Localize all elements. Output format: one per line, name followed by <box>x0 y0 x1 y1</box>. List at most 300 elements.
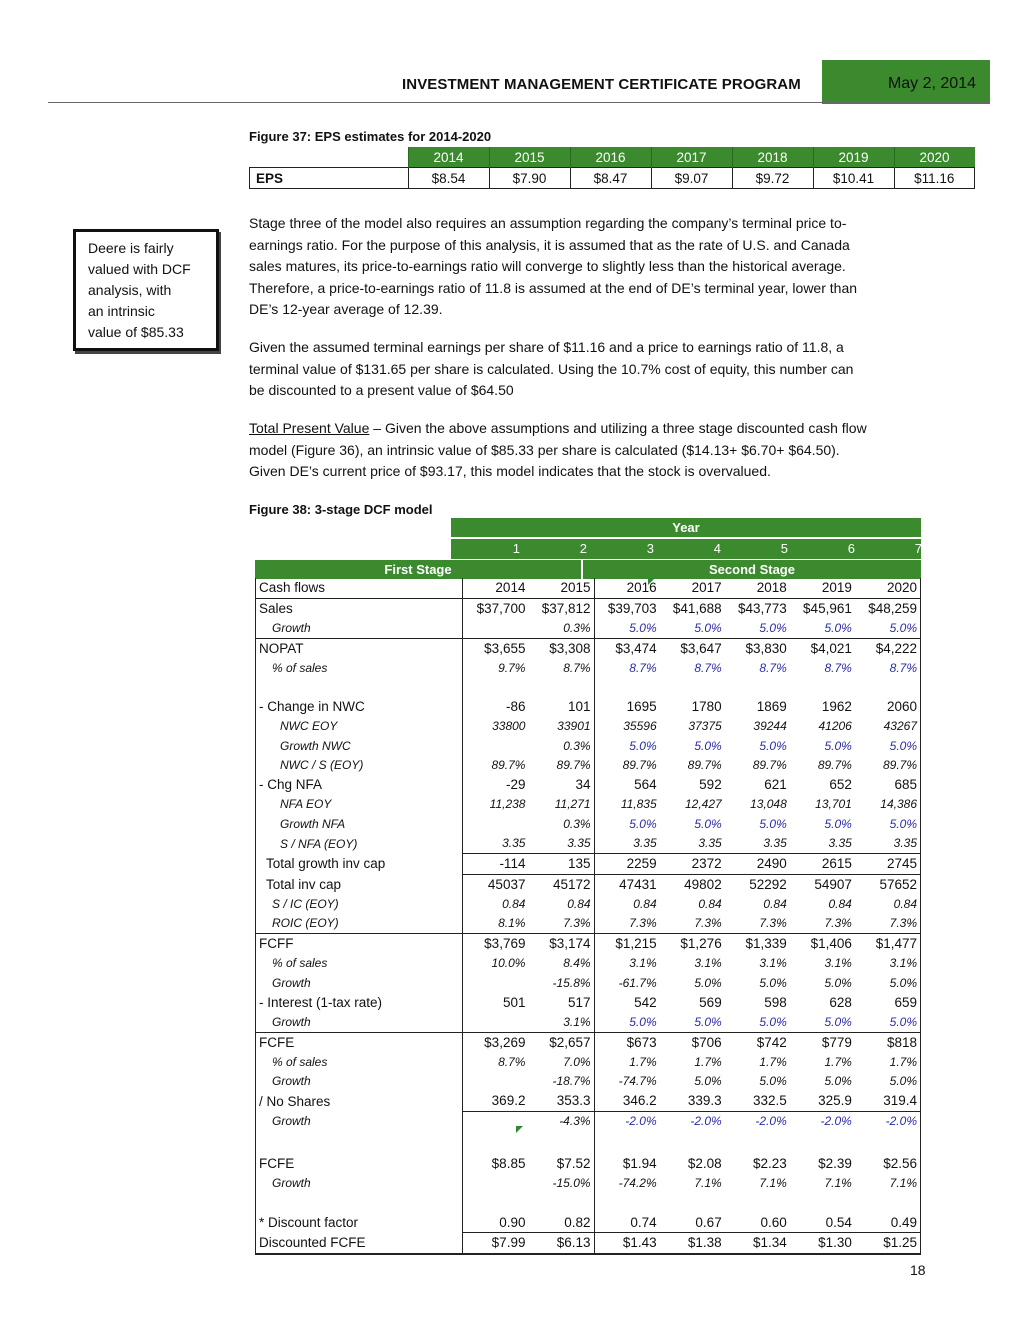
dcf-row-label: S / NFA (EOY) <box>280 836 358 851</box>
dcf-cell: 2259 <box>594 854 660 875</box>
dcf-cell: 8.7% <box>694 660 722 675</box>
dcf-cell: 8.7% <box>889 660 917 675</box>
dcf-cell: $3,830 <box>725 638 790 658</box>
dcf-cell: 8.1% <box>463 914 529 934</box>
dcf-cell: $2.39 <box>818 1156 852 1172</box>
dcf-cell: 3.1% <box>759 956 787 971</box>
dcf-cell: 13,048 <box>750 797 787 812</box>
dcf-cell: $7.99 <box>463 1233 529 1254</box>
dcf-cell: 7.3% <box>694 916 722 931</box>
dcf-cell: 542 <box>594 993 660 1013</box>
dcf-cell: 1780 <box>691 699 722 715</box>
dcf-cell: 1962 <box>821 699 852 715</box>
dcf-cell: $1,406 <box>790 934 855 954</box>
dcf-cell: 7.1% <box>824 1176 852 1191</box>
dcf-cell: 35596 <box>594 717 660 737</box>
total-present-value-link: Total Present Value <box>249 420 370 436</box>
dcf-cell: -18.7% <box>552 1074 591 1089</box>
dcf-cell <box>660 1193 725 1213</box>
dcf-cell: 89.7% <box>594 756 660 776</box>
dcf-cell: 628 <box>829 994 852 1010</box>
dcf-cell: $1.30 <box>818 1235 852 1251</box>
dcf-cell: 135 <box>528 854 594 875</box>
dcf-row <box>256 894 921 914</box>
year-number: 6 <box>847 541 855 556</box>
dcf-cell: 7.3% <box>563 916 591 931</box>
dcf-cell: 5.0% <box>759 620 787 635</box>
eps-value-row <box>250 168 975 189</box>
dcf-cell <box>660 678 725 698</box>
dcf-cell: 89.7% <box>752 758 787 773</box>
dcf-row <box>256 638 921 658</box>
dcf-row <box>256 756 921 776</box>
dcf-cell: 0.84 <box>463 894 529 914</box>
dcf-cell: 14,386 <box>880 797 917 812</box>
dcf-cell <box>463 736 529 756</box>
dcf-cell: 592 <box>699 777 722 793</box>
dcf-cell: 5.0% <box>824 1074 852 1089</box>
eps-value-cell: $9.07 <box>651 168 732 189</box>
header-title: INVESTMENT MANAGEMENT CERTIFICATE PROGRAM <box>402 76 801 93</box>
dcf-row-label: Total inv cap <box>266 876 342 892</box>
dcf-cell: $673 <box>594 1032 660 1052</box>
dcf-cell: $3,647 <box>660 638 725 658</box>
dcf-cell: $1.43 <box>594 1233 660 1254</box>
dcf-cell: 2490 <box>725 854 790 875</box>
dcf-cell: 33800 <box>463 717 529 737</box>
dcf-row-label: / No Shares <box>259 1093 331 1109</box>
dcf-cell: 5.0% <box>889 1014 917 1029</box>
dcf-cell: 659 <box>894 994 917 1010</box>
dcf-cell: 8.7% <box>563 660 591 675</box>
dcf-cell: 5.0% <box>889 738 917 753</box>
dcf-cell: -29 <box>463 775 529 795</box>
dcf-cell: 325.9 <box>790 1091 855 1111</box>
dcf-cell: $1.38 <box>687 1235 722 1251</box>
year-number-row <box>451 539 921 559</box>
dcf-cell: 0.84 <box>828 896 852 911</box>
dcf-row <box>256 736 921 756</box>
dcf-cell: -114 <box>463 854 529 875</box>
dcf-cell: 564 <box>594 775 660 795</box>
dcf-cell: 5.0% <box>759 1074 787 1089</box>
dcf-cell: 33901 <box>557 719 591 734</box>
dcf-cell <box>463 1012 529 1032</box>
dcf-cell: 5.0% <box>594 618 660 638</box>
dcf-cell: 8.7% <box>824 660 852 675</box>
dcf-cell: $4,021 <box>790 638 855 658</box>
dcf-cell: $1,215 <box>594 934 660 954</box>
dcf-cell <box>463 973 529 993</box>
dcf-cell: $3,769 <box>463 934 529 954</box>
dcf-cell: $1.34 <box>752 1235 787 1251</box>
dcf-cell: $2,657 <box>528 1032 594 1052</box>
dcf-cell: $37,700 <box>463 598 529 618</box>
dcf-row <box>256 834 921 854</box>
dcf-cell: 0.90 <box>463 1213 529 1233</box>
dcf-row-label: Growth <box>272 620 311 635</box>
dcf-row <box>256 954 921 974</box>
dcf-row-label: - Change in NWC <box>259 699 365 715</box>
dcf-row-label <box>256 1131 463 1154</box>
dcf-cell <box>463 1131 529 1154</box>
dcf-row <box>256 697 921 717</box>
dcf-cell: 12,427 <box>685 797 722 812</box>
dcf-cell: 37375 <box>688 719 722 734</box>
dcf-row <box>256 598 921 618</box>
header-date-box <box>822 60 990 104</box>
dcf-row <box>256 1091 921 1111</box>
dcf-cell <box>790 1193 855 1213</box>
dcf-row <box>256 993 921 1013</box>
dcf-cell <box>725 1131 790 1154</box>
dcf-cell <box>855 1131 921 1154</box>
eps-value-cell: $8.47 <box>570 168 651 189</box>
dcf-cell: 353.3 <box>528 1091 594 1111</box>
dcf-cell: 5.0% <box>694 1074 722 1089</box>
dcf-row <box>256 1012 921 1032</box>
dcf-cell: 0.60 <box>725 1213 790 1233</box>
dcf-cell: 101 <box>568 699 591 715</box>
dcf-row <box>256 1174 921 1194</box>
dcf-row <box>256 717 921 737</box>
dcf-cell: 0.67 <box>660 1213 725 1233</box>
eps-year-cell: 2014 <box>408 147 489 168</box>
dcf-cell: 0.82 <box>528 1213 594 1233</box>
dcf-cell <box>725 1193 790 1213</box>
dcf-cell: 569 <box>699 994 722 1010</box>
dcf-cell: -2.0% <box>755 1114 787 1129</box>
dcf-cell: -86 <box>463 697 529 717</box>
dcf-table <box>255 578 921 1255</box>
dcf-cell: 89.7% <box>463 756 529 776</box>
dcf-cell: 3.35 <box>463 834 529 854</box>
dcf-cell: 49802 <box>684 876 722 892</box>
dcf-cell: 3.1% <box>563 1014 591 1029</box>
year-number: 5 <box>780 541 788 556</box>
dcf-cell: $1,276 <box>660 934 725 954</box>
dcf-cell: 0.74 <box>594 1213 660 1233</box>
dcf-cell: $3,269 <box>463 1032 529 1052</box>
dcf-cell: $818 <box>855 1032 921 1052</box>
year-number: 3 <box>646 541 654 556</box>
dcf-row-label <box>256 678 463 698</box>
dcf-cell: 43267 <box>883 719 917 734</box>
dcf-cell: 5.0% <box>889 975 917 990</box>
dcf-cell: 47431 <box>594 874 660 894</box>
dcf-cell: $3,308 <box>528 638 594 658</box>
dcf-row-label: Growth <box>272 1074 311 1089</box>
dcf-cell: 89.7% <box>882 758 917 773</box>
eps-value-cell: $9.72 <box>732 168 813 189</box>
dcf-row <box>256 1233 921 1254</box>
dcf-cell: $37,812 <box>541 600 591 616</box>
dcf-cell: 2015 <box>528 578 594 598</box>
comment-marker <box>516 1126 523 1133</box>
callout-text: Deere is fairly valued with DCF analysis, with an intrinsic value of $85.33 <box>88 240 191 340</box>
comment-marker <box>648 578 655 585</box>
dcf-cell: 2017 <box>660 578 725 598</box>
dcf-cell: 10.0% <box>463 954 529 974</box>
dcf-cell: 2018 <box>725 578 790 598</box>
dcf-cell: 621 <box>764 777 787 793</box>
dcf-row <box>256 795 921 815</box>
dcf-cell: 2014 <box>463 578 529 598</box>
dcf-cell <box>660 1131 725 1154</box>
dcf-cell: 2020 <box>855 578 921 598</box>
dcf-cell: -74.2% <box>594 1174 660 1194</box>
dcf-cell: 7.3% <box>824 916 852 931</box>
callout-box <box>73 229 219 351</box>
dcf-row-label: Growth <box>272 1176 311 1191</box>
dcf-row <box>256 814 921 834</box>
eps-year-cell: 2018 <box>732 147 813 168</box>
dcf-cell: 3.35 <box>790 834 855 854</box>
dcf-cell: 5.0% <box>694 975 722 990</box>
dcf-row-label: Total growth inv cap <box>266 856 386 872</box>
dcf-cell: 9.7% <box>463 658 529 678</box>
dcf-cell: 8.7% <box>759 660 787 675</box>
dcf-cell: 2615 <box>790 854 855 875</box>
dcf-cell: $48,259 <box>868 600 917 616</box>
dcf-row <box>256 775 921 795</box>
dcf-cell: -74.7% <box>594 1072 660 1092</box>
figure-37-title: Figure 37: EPS estimates for 2014-2020 <box>249 129 492 144</box>
dcf-row-label: % of sales <box>272 1054 328 1069</box>
eps-value-cell: $10.41 <box>813 168 894 189</box>
dcf-cell: 5.0% <box>824 816 852 831</box>
dcf-row <box>256 658 921 678</box>
dcf-cell: 0.84 <box>567 896 591 911</box>
eps-value-cell: $8.54 <box>408 168 489 189</box>
dcf-cell: 11,238 <box>463 795 529 815</box>
dcf-cell: -15.8% <box>552 975 591 990</box>
dcf-cell: $6.13 <box>556 1235 591 1251</box>
dcf-cell: -61.7% <box>594 973 660 993</box>
dcf-cell: $742 <box>725 1032 790 1052</box>
dcf-cell: $45,961 <box>803 600 852 616</box>
dcf-cell: 685 <box>894 777 917 793</box>
figure-38-title: Figure 38: 3-stage DCF model <box>249 502 433 517</box>
dcf-cell: 52292 <box>749 876 787 892</box>
dcf-cell: $779 <box>790 1032 855 1052</box>
dcf-cell <box>528 1131 594 1154</box>
dcf-row-label: NOPAT <box>256 638 463 658</box>
dcf-row-label: - Chg NFA <box>259 777 323 793</box>
dcf-cell: 0.84 <box>763 896 787 911</box>
dcf-row-label: Growth NWC <box>280 738 351 753</box>
eps-year-cell: 2020 <box>894 147 975 168</box>
dcf-cell: 7.3% <box>889 916 917 931</box>
dcf-cell: 7.1% <box>759 1176 787 1191</box>
dcf-cell: $8.85 <box>463 1154 529 1174</box>
eps-year-cell: 2015 <box>489 147 570 168</box>
dcf-cell: 1.7% <box>759 1054 787 1069</box>
dcf-cell: $1.94 <box>594 1154 660 1174</box>
dcf-cell: 0.3% <box>563 738 591 753</box>
dcf-cell: 41206 <box>818 719 852 734</box>
dcf-cell: 0.54 <box>790 1213 855 1233</box>
dcf-cell: $39,703 <box>594 598 660 618</box>
dcf-cell: $4,222 <box>855 638 921 658</box>
dcf-cell: 3.35 <box>528 834 594 854</box>
dcf-cell: $1.25 <box>883 1235 917 1251</box>
dcf-row <box>256 1193 921 1213</box>
dcf-row <box>256 618 921 638</box>
dcf-cell: 5.0% <box>824 1014 852 1029</box>
second-stage-label: Second Stage <box>583 560 921 579</box>
dcf-row <box>256 1052 921 1072</box>
year-number: 4 <box>713 541 721 556</box>
dcf-cell: 5.0% <box>889 816 917 831</box>
dcf-cell: $2.56 <box>883 1156 917 1172</box>
dcf-cell: 5.0% <box>824 620 852 635</box>
dcf-cell: 2745 <box>855 854 921 875</box>
dcf-cell <box>594 1131 660 1154</box>
year-number: 2 <box>579 541 587 556</box>
dcf-cell: 7.3% <box>759 916 787 931</box>
dcf-cell: 5.0% <box>759 738 787 753</box>
dcf-cell: 8.4% <box>563 956 591 971</box>
dcf-cell: 7.3% <box>594 914 660 934</box>
dcf-cell: -2.0% <box>820 1114 852 1129</box>
dcf-cell: 5.0% <box>694 816 722 831</box>
paragraph-stage-three: Stage three of the model also requires an assumption regarding the company’s terminal price to- earnings ratio. For the purpose of this analysis, it is assumed that as the rate of U.S. and Canada sales matures, its price-to-earnings ratio will converge to slightly less than the historical average. Therefore, a price-to-earnings ratio of 11.8 is assumed at the end of DE’s terminal year, lower than DE’s 12-year average of 12.39. <box>249 215 858 317</box>
dcf-cell: 54907 <box>814 876 852 892</box>
dcf-cell: -4.3% <box>559 1114 591 1129</box>
dcf-cell <box>463 618 529 638</box>
dcf-row <box>256 1072 921 1092</box>
dcf-row-label: % of sales <box>272 956 328 971</box>
dcf-cell: 0.84 <box>893 896 917 911</box>
dcf-cell: 3.35 <box>660 834 725 854</box>
eps-value-cell: $11.16 <box>894 168 975 189</box>
dcf-row-label: * Discount factor <box>259 1215 359 1230</box>
dcf-cell <box>528 678 594 698</box>
dcf-cell: 34 <box>575 777 591 793</box>
year-number: 7 <box>914 541 922 556</box>
dcf-cell: $7.52 <box>556 1156 591 1172</box>
dcf-cell: -2.0% <box>594 1111 660 1131</box>
dcf-cell <box>463 814 529 834</box>
dcf-cell <box>855 1193 921 1213</box>
dcf-cell: 3.35 <box>594 834 660 854</box>
header-rule <box>48 102 990 103</box>
dcf-cell: 0.49 <box>855 1213 921 1233</box>
dcf-cell: $2.23 <box>752 1156 787 1172</box>
dcf-row-label: NWC EOY <box>280 719 338 734</box>
dcf-row-label: % of sales <box>272 660 328 675</box>
dcf-cell: 1.7% <box>824 1054 852 1069</box>
dcf-cell <box>594 678 660 698</box>
dcf-row-label: Growth NFA <box>280 816 346 831</box>
dcf-cell <box>463 1193 529 1213</box>
header-date: May 2, 2014 <box>887 75 976 92</box>
dcf-cell: 7.0% <box>563 1054 591 1069</box>
dcf-cell: 501 <box>463 993 529 1013</box>
dcf-cell: $1,477 <box>855 934 921 954</box>
dcf-row <box>256 934 921 954</box>
dcf-cell: -15.0% <box>552 1176 591 1191</box>
dcf-cell: 5.0% <box>759 816 787 831</box>
dcf-cell: 1.7% <box>594 1052 660 1072</box>
eps-year-cell: 2019 <box>813 147 894 168</box>
dcf-cell: 89.7% <box>817 758 852 773</box>
dcf-cell: 89.7% <box>687 758 722 773</box>
dcf-cell: 3.1% <box>594 954 660 974</box>
dcf-cell: 5.0% <box>694 738 722 753</box>
dcf-cell: $3,174 <box>528 934 594 954</box>
dcf-cell <box>855 678 921 698</box>
dcf-cell: 5.0% <box>824 975 852 990</box>
dcf-row <box>256 973 921 993</box>
dcf-cell: 3.35 <box>855 834 921 854</box>
eps-value-cell: $7.90 <box>489 168 570 189</box>
dcf-cell: 1.7% <box>889 1054 917 1069</box>
dcf-cell: 517 <box>568 994 591 1010</box>
dcf-cell: 8.7% <box>594 658 660 678</box>
dcf-cell: $3,474 <box>594 638 660 658</box>
dcf-cell: $3,655 <box>463 638 529 658</box>
dcf-cell: 45172 <box>553 876 591 892</box>
dcf-row-label: FCFE <box>259 1156 295 1172</box>
dcf-cell: 11,835 <box>594 795 660 815</box>
stage-row <box>255 560 921 579</box>
dcf-row <box>256 914 921 934</box>
year-header: Year <box>451 518 921 537</box>
dcf-cell: 57652 <box>879 876 917 892</box>
paragraph-terminal-value: Given the assumed terminal earnings per share of $11.16 and a price to earnings ratio of 11.8, a terminal value of $131.65 per share is calculated. Using the 10.7% cost of equity, this number can be discounted to a present value of $64.50 <box>249 339 854 398</box>
dcf-cell: 598 <box>764 994 787 1010</box>
dcf-row <box>256 1111 921 1131</box>
dcf-cell <box>790 678 855 698</box>
dcf-row <box>256 1032 921 1052</box>
dcf-row-label: NFA EOY <box>280 797 332 812</box>
dcf-cell <box>725 678 790 698</box>
dcf-cell: 2016 <box>594 578 660 598</box>
eps-label: EPS <box>250 168 409 189</box>
dcf-row <box>256 1154 921 1174</box>
dcf-cell <box>463 1072 529 1092</box>
dcf-cell: 7.1% <box>889 1176 917 1191</box>
dcf-cell: 45037 <box>463 874 529 894</box>
dcf-row <box>256 578 921 598</box>
dcf-cell: 2372 <box>660 854 725 875</box>
dcf-cell: 5.0% <box>824 738 852 753</box>
dcf-cell: $706 <box>660 1032 725 1052</box>
dcf-cell: 5.0% <box>889 620 917 635</box>
dcf-cell: 0.84 <box>698 896 722 911</box>
dcf-cell: 13,701 <box>815 797 852 812</box>
dcf-cell: 332.5 <box>725 1091 790 1111</box>
dcf-cell <box>594 1193 660 1213</box>
dcf-row <box>256 854 921 875</box>
dcf-row <box>256 678 921 698</box>
dcf-cell: 339.3 <box>660 1091 725 1111</box>
dcf-row-label: S / IC (EOY) <box>272 896 339 911</box>
dcf-cell: 1.7% <box>694 1054 722 1069</box>
eps-year-cell: 2016 <box>570 147 651 168</box>
dcf-row-label: NWC / S (EOY) <box>280 758 364 773</box>
dcf-cell: -2.0% <box>885 1114 917 1129</box>
dcf-cell: 5.0% <box>759 1014 787 1029</box>
dcf-cell: 89.7% <box>556 758 591 773</box>
dcf-cell <box>790 1131 855 1154</box>
dcf-cell: 346.2 <box>594 1091 660 1111</box>
dcf-cell: 5.0% <box>759 975 787 990</box>
dcf-row-label: Cash flows <box>256 578 463 598</box>
dcf-cell: 8.7% <box>463 1052 529 1072</box>
